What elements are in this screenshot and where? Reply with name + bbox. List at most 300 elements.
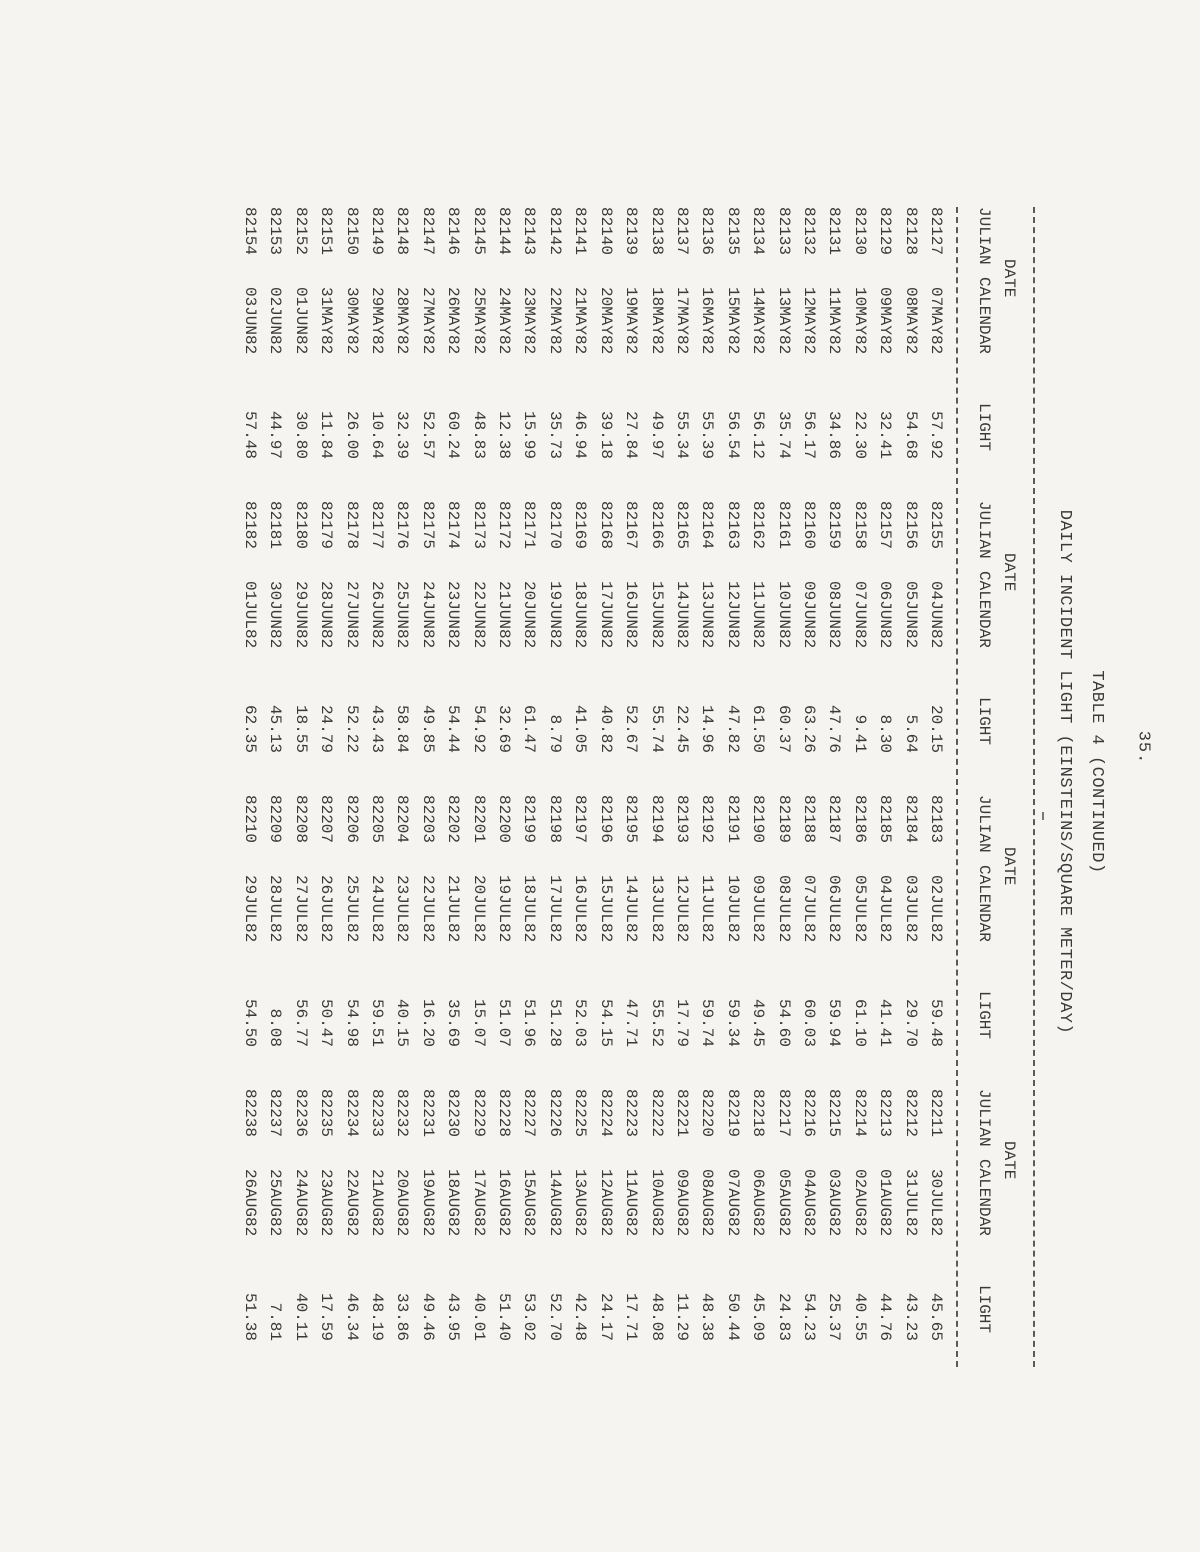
table-row [618, 207, 643, 1341]
calendar-date-cell: 20MAY82 [596, 287, 615, 355]
light-value-cell: 40.15 [393, 998, 412, 1047]
julian-date-cell: 82203 [418, 795, 437, 844]
julian-date-cell: 82199 [520, 795, 539, 844]
light-value-cell: 54.92 [469, 704, 488, 753]
light-value-cell: 59.51 [368, 998, 387, 1047]
column-gap [287, 459, 312, 501]
calendar-date-cell: 13JUL82 [647, 875, 666, 943]
light-value-cell: 44.76 [876, 1292, 895, 1341]
julian-date-cell: 82205 [368, 795, 387, 844]
julian-date-cell: 82236 [291, 1089, 310, 1138]
light-value-cell: 40.55 [850, 1292, 869, 1341]
julian-date-cell: 82215 [825, 1089, 844, 1138]
light-value-cell: 30.80 [291, 410, 310, 459]
header-rule [956, 207, 958, 1367]
column-gap [414, 753, 439, 795]
light-value-cell: 56.54 [723, 410, 742, 459]
column-gap [338, 459, 363, 501]
light-value-cell: 55.74 [647, 704, 666, 753]
light-value-cell: 57.92 [927, 410, 945, 459]
julian-date-cell: 82220 [698, 1089, 717, 1138]
calendar-date-cell: 20JUN82 [520, 581, 539, 649]
julian-date-cell: 82219 [723, 1089, 742, 1138]
date-header: DATE [1000, 553, 1018, 592]
calendar-date-cell: 10JUL82 [723, 875, 742, 943]
column-gap [338, 753, 363, 795]
table-row [465, 207, 490, 1341]
julian-date-cell: 82176 [393, 501, 412, 550]
julian-header: JULIAN [975, 1089, 993, 1147]
calendar-date-cell: 19AUG82 [418, 1169, 437, 1237]
julian-date-cell: 82174 [444, 501, 463, 550]
calendar-date-cell: 25JUL82 [342, 875, 361, 943]
julian-date-cell: 82186 [850, 795, 869, 844]
column-gap [465, 1047, 490, 1089]
column-gap [414, 459, 439, 501]
column-gap [592, 753, 617, 795]
table-row [897, 207, 922, 1341]
light-value-cell: 45.65 [927, 1292, 945, 1341]
column-gap [796, 1047, 821, 1089]
light-value-cell: 17.79 [672, 998, 691, 1047]
calendar-date-cell: 28JUL82 [266, 875, 285, 943]
calendar-date-cell: 12JUL82 [672, 875, 691, 943]
calendar-date-cell: 10AUG82 [647, 1169, 666, 1237]
light-value-cell: 51.28 [545, 998, 564, 1047]
julian-date-cell: 82223 [622, 1089, 641, 1138]
column-gap [618, 1047, 643, 1089]
column-gap [364, 1047, 389, 1089]
light-value-cell: 17.59 [317, 1292, 336, 1341]
calendar-date-cell: 12JUN82 [723, 581, 742, 649]
calendar-date-cell: 03JUL82 [901, 875, 920, 943]
calendar-date-cell: 23MAY82 [520, 287, 539, 355]
column-gap [491, 753, 516, 795]
column-gap [694, 459, 719, 501]
julian-date-cell: 82213 [876, 1089, 895, 1138]
julian-date-cell: 82185 [876, 795, 895, 844]
calendar-date-cell: 08MAY82 [901, 287, 920, 355]
light-value-cell: 57.48 [241, 410, 260, 459]
column-gap [262, 1047, 287, 1089]
column-gap [821, 753, 846, 795]
column-gap [770, 753, 795, 795]
calendar-date-cell: 29JUN82 [291, 581, 310, 649]
light-value-cell: 52.67 [622, 704, 641, 753]
julian-date-cell: 82190 [749, 795, 768, 844]
top-rule [1033, 207, 1035, 1367]
light-value-cell: 8.08 [266, 1008, 285, 1047]
calendar-date-cell: 30JUN82 [266, 581, 285, 649]
calendar-date-cell: 16AUG82 [495, 1169, 514, 1237]
column-gap [567, 753, 592, 795]
light-value-cell: 51.38 [241, 1292, 260, 1341]
table-row [287, 207, 312, 1341]
column-gap [364, 459, 389, 501]
light-value-cell: 26.00 [342, 410, 361, 459]
calendar-date-cell: 23AUG82 [317, 1169, 336, 1237]
julian-date-cell: 82202 [444, 795, 463, 844]
column-gap [389, 459, 414, 501]
column-gap [923, 753, 948, 795]
light-value-cell: 47.82 [723, 704, 742, 753]
calendar-date-cell: 24JUN82 [418, 581, 437, 649]
column-gap [516, 753, 541, 795]
column-gap [669, 459, 694, 501]
calendar-date-cell: 26JUL82 [317, 875, 336, 943]
julian-date-cell: 82204 [393, 795, 412, 844]
table-row [719, 207, 744, 1341]
calendar-date-cell: 14AUG82 [545, 1169, 564, 1237]
light-value-cell: 8.30 [876, 714, 895, 753]
calendar-date-cell: 19MAY82 [622, 287, 641, 355]
column-gap [745, 459, 770, 501]
rotated-table-page [208, 22, 1108, 1522]
julian-date-cell: 82194 [647, 795, 666, 844]
calendar-date-cell: 25MAY82 [469, 287, 488, 355]
calendar-date-cell: 28JUN82 [317, 581, 336, 649]
julian-date-cell: 82143 [520, 207, 539, 256]
julian-date-cell: 82153 [266, 207, 285, 256]
light-value-cell: 41.41 [876, 998, 895, 1047]
calendar-date-cell: 27JUL82 [291, 875, 310, 943]
column-gap [491, 1047, 516, 1089]
table-row [846, 207, 871, 1341]
column-gap [567, 459, 592, 501]
light-value-cell: 12.38 [495, 410, 514, 459]
calendar-date-cell: 01JUL82 [241, 581, 260, 649]
light-value-cell: 14.96 [698, 704, 717, 753]
julian-date-cell: 82228 [495, 1089, 514, 1138]
column-gap [923, 459, 948, 501]
column-gap [719, 753, 744, 795]
calendar-date-cell: 25JUN82 [393, 581, 412, 649]
julian-date-cell: 82179 [317, 501, 336, 550]
julian-date-cell: 82162 [749, 501, 768, 550]
table-row [313, 207, 338, 1341]
calendar-date-cell: 18AUG82 [444, 1169, 463, 1237]
light-value-cell: 58.84 [393, 704, 412, 753]
calendar-date-cell: 11AUG82 [622, 1169, 641, 1237]
julian-date-cell: 82224 [596, 1089, 615, 1138]
light-value-cell: 22.30 [850, 410, 869, 459]
table-row [440, 207, 465, 1341]
column-gap [846, 459, 871, 501]
column-gap [313, 459, 338, 501]
light-value-cell: 59.34 [723, 998, 742, 1047]
calendar-date-cell: 10JUN82 [774, 581, 793, 649]
julian-date-cell: 82222 [647, 1089, 666, 1138]
julian-date-cell: 82166 [647, 501, 666, 550]
julian-date-cell: 82145 [469, 207, 488, 256]
light-value-cell: 15.99 [520, 410, 539, 459]
light-value-cell: 55.52 [647, 998, 666, 1047]
column-gap [643, 459, 668, 501]
julian-date-cell: 82201 [469, 795, 488, 844]
light-value-cell: 49.85 [418, 704, 437, 753]
title-block [1046, 22, 1108, 1522]
julian-date-cell: 82165 [672, 501, 691, 550]
julian-date-cell: 82221 [672, 1089, 691, 1138]
calendar-date-cell: 14JUN82 [672, 581, 691, 649]
calendar-date-cell: 23JUN82 [444, 581, 463, 649]
julian-date-cell: 82218 [749, 1089, 768, 1138]
julian-date-cell: 82152 [291, 207, 310, 256]
light-value-cell: 20.15 [927, 704, 945, 753]
julian-date-cell: 82187 [825, 795, 844, 844]
calendar-date-cell: 12AUG82 [596, 1169, 615, 1237]
julian-date-cell: 82184 [901, 795, 920, 844]
calendar-date-cell: 06JUN82 [876, 581, 895, 649]
calendar-date-cell: 22JUN82 [469, 581, 488, 649]
calendar-date-cell: 12MAY82 [799, 287, 818, 355]
column-gap [440, 753, 465, 795]
julian-date-cell: 82159 [825, 501, 844, 550]
calendar-date-cell: 05JUN82 [901, 581, 920, 649]
julian-date-cell: 82211 [927, 1089, 945, 1138]
calendar-date-cell: 18MAY82 [647, 287, 666, 355]
light-value-cell: 40.11 [291, 1292, 310, 1341]
table-subtitle: DAILY INCIDENT LIGHT (EINSTEINS/SQUARE METER/DAY) [1055, 509, 1074, 1035]
calendar-date-cell: 15MAY82 [723, 287, 742, 355]
light-value-cell: 60.03 [799, 998, 818, 1047]
column-gap [745, 1047, 770, 1089]
julian-date-cell: 82168 [596, 501, 615, 550]
calendar-date-cell: 26AUG82 [241, 1169, 260, 1237]
julian-date-cell: 82181 [266, 501, 285, 550]
column-gap [592, 1047, 617, 1089]
julian-date-cell: 82208 [291, 795, 310, 844]
calendar-date-cell: 04JUL82 [876, 875, 895, 943]
calendar-header: CALENDAR [975, 277, 993, 354]
calendar-date-cell: 19JUL82 [495, 875, 514, 943]
julian-date-cell: 82146 [444, 207, 463, 256]
calendar-date-cell: 16JUL82 [571, 875, 590, 943]
calendar-date-cell: 26MAY82 [444, 287, 463, 355]
column-gap [897, 1047, 922, 1089]
julian-date-cell: 82129 [876, 207, 895, 256]
light-value-cell: 16.20 [418, 998, 437, 1047]
julian-date-cell: 82178 [342, 501, 361, 550]
column-gap [287, 753, 312, 795]
column-gap [237, 753, 262, 795]
light-value-cell: 22.45 [672, 704, 691, 753]
light-value-cell: 59.74 [698, 998, 717, 1047]
light-header: LIGHT [975, 403, 993, 452]
column-gap [542, 1047, 567, 1089]
column-gap [846, 753, 871, 795]
julian-date-cell: 82183 [927, 795, 945, 844]
light-value-cell: 24.79 [317, 704, 336, 753]
column-gap [338, 1047, 363, 1089]
calendar-date-cell: 18JUL82 [520, 875, 539, 943]
julian-date-cell: 82161 [774, 501, 793, 550]
column-gap [872, 753, 897, 795]
calendar-date-cell: 06AUG82 [749, 1169, 768, 1237]
column-gap [897, 753, 922, 795]
julian-date-cell: 82200 [495, 795, 514, 844]
julian-date-cell: 82169 [571, 501, 590, 550]
julian-date-cell: 82157 [876, 501, 895, 550]
calendar-date-cell: 11MAY82 [825, 287, 844, 355]
calendar-date-cell: 02JUN82 [266, 287, 285, 355]
calendar-date-cell: 24AUG82 [291, 1169, 310, 1237]
julian-date-cell: 82155 [927, 501, 945, 550]
column-gap [618, 753, 643, 795]
light-value-cell: 45.13 [266, 704, 285, 753]
calendar-date-cell: 09AUG82 [672, 1169, 691, 1237]
light-value-cell: 51.40 [495, 1292, 514, 1341]
calendar-date-cell: 02AUG82 [850, 1169, 869, 1237]
calendar-date-cell: 05JUL82 [850, 875, 869, 943]
julian-date-cell: 82173 [469, 501, 488, 550]
julian-header: JULIAN [975, 795, 993, 853]
light-value-cell: 51.07 [495, 998, 514, 1047]
column-gap [872, 459, 897, 501]
light-value-cell: 43.43 [368, 704, 387, 753]
calendar-date-cell: 26JUN82 [368, 581, 387, 649]
julian-date-cell: 82136 [698, 207, 717, 256]
column-gap [770, 1047, 795, 1089]
julian-date-cell: 82160 [799, 501, 818, 550]
column-gap [414, 1047, 439, 1089]
julian-date-cell: 82148 [393, 207, 412, 256]
table-row [694, 207, 719, 1341]
julian-date-cell: 82231 [418, 1089, 437, 1138]
calendar-date-cell: 17JUL82 [545, 875, 564, 943]
column-gap [821, 459, 846, 501]
light-value-cell: 45.09 [749, 1292, 768, 1341]
calendar-date-cell: 09JUN82 [799, 581, 818, 649]
calendar-date-cell: 27JUN82 [342, 581, 361, 649]
julian-date-cell: 82154 [241, 207, 260, 256]
calendar-date-cell: 31MAY82 [317, 287, 336, 355]
calendar-date-cell: 28MAY82 [393, 287, 412, 355]
julian-date-cell: 82135 [723, 207, 742, 256]
calendar-date-cell: 04AUG82 [799, 1169, 818, 1237]
column-gap [694, 1047, 719, 1089]
julian-date-cell: 82216 [799, 1089, 818, 1138]
julian-date-cell: 82170 [545, 501, 564, 550]
table-row [414, 207, 439, 1341]
light-value-cell: 7.81 [266, 1302, 285, 1341]
calendar-header: CALENDAR [975, 865, 993, 942]
table-row [542, 207, 567, 1341]
column-gap [491, 459, 516, 501]
calendar-date-cell: 03JUN82 [241, 287, 260, 355]
calendar-date-cell: 08JUL82 [774, 875, 793, 943]
julian-date-cell: 82238 [241, 1089, 260, 1138]
light-value-cell: 54.15 [596, 998, 615, 1047]
julian-date-cell: 82144 [495, 207, 514, 256]
light-value-cell: 49.45 [749, 998, 768, 1047]
light-value-cell: 27.84 [622, 410, 641, 459]
calendar-date-cell: 22AUG82 [342, 1169, 361, 1237]
column-gap [846, 1047, 871, 1089]
light-value-cell: 10.64 [368, 410, 387, 459]
calendar-date-cell: 19JUN82 [545, 581, 564, 649]
julian-date-cell: 82147 [418, 207, 437, 256]
calendar-date-cell: 13JUN82 [698, 581, 717, 649]
calendar-date-cell: 15JUN82 [647, 581, 666, 649]
light-value-cell: 18.55 [291, 704, 310, 753]
calendar-date-cell: 07AUG82 [723, 1169, 742, 1237]
table-row [567, 207, 592, 1341]
light-header: LIGHT [975, 1285, 993, 1334]
column-gap [389, 1047, 414, 1089]
light-value-cell: 9.41 [850, 714, 869, 753]
julian-date-cell: 82207 [317, 795, 336, 844]
light-value-cell: 54.23 [799, 1292, 818, 1341]
column-gap [516, 459, 541, 501]
julian-date-cell: 82156 [901, 501, 920, 550]
light-value-cell: 48.38 [698, 1292, 717, 1341]
calendar-date-cell: 07JUN82 [850, 581, 869, 649]
column-gap [694, 753, 719, 795]
light-value-cell: 24.17 [596, 1292, 615, 1341]
date-header: DATE [1000, 1141, 1018, 1180]
table-row [796, 207, 821, 1341]
julian-date-cell: 82232 [393, 1089, 412, 1138]
julian-date-cell: 82142 [545, 207, 564, 256]
column-gap [440, 1047, 465, 1089]
julian-date-cell: 82149 [368, 207, 387, 256]
light-value-cell: 54.50 [241, 998, 260, 1047]
julian-date-cell: 82191 [723, 795, 742, 844]
light-value-cell: 24.83 [774, 1292, 793, 1341]
table-row [592, 207, 617, 1341]
calendar-date-cell: 31JUL82 [901, 1169, 920, 1237]
julian-date-cell: 82127 [927, 207, 945, 256]
calendar-date-cell: 27MAY82 [418, 287, 437, 355]
light-value-cell: 49.46 [418, 1292, 437, 1341]
calendar-date-cell: 16JUN82 [622, 581, 641, 649]
light-value-cell: 5.64 [901, 714, 920, 753]
column-gap [643, 753, 668, 795]
calendar-header: CALENDAR [975, 571, 993, 648]
calendar-date-cell: 05AUG82 [774, 1169, 793, 1237]
calendar-date-cell: 06JUL82 [825, 875, 844, 943]
julian-date-cell: 82180 [291, 501, 310, 550]
julian-date-cell: 82139 [622, 207, 641, 256]
column-gap [796, 459, 821, 501]
date-header: DATE [1000, 847, 1018, 886]
julian-date-cell: 82150 [342, 207, 361, 256]
calendar-date-cell: 17MAY82 [672, 287, 691, 355]
table-row [237, 207, 262, 1341]
table-row [491, 207, 516, 1341]
julian-date-cell: 82197 [571, 795, 590, 844]
calendar-date-cell: 23JUL82 [393, 875, 412, 943]
light-value-cell: 54.44 [444, 704, 463, 753]
light-value-cell: 55.39 [698, 410, 717, 459]
light-value-cell: 43.95 [444, 1292, 463, 1341]
light-value-cell: 60.37 [774, 704, 793, 753]
calendar-date-cell: 09JUL82 [749, 875, 768, 943]
table-row [821, 207, 846, 1341]
julian-date-cell: 82189 [774, 795, 793, 844]
column-gap [923, 1047, 948, 1089]
light-value-cell: 48.08 [647, 1292, 666, 1341]
table-row [643, 207, 668, 1341]
julian-date-cell: 82158 [850, 501, 869, 550]
table-title: TABLE 4 (CONTINUED) [1087, 670, 1106, 874]
light-value-cell: 17.71 [622, 1292, 641, 1341]
julian-date-cell: 82192 [698, 795, 717, 844]
julian-date-cell: 82196 [596, 795, 615, 844]
julian-date-cell: 82134 [749, 207, 768, 256]
light-value-cell: 11.29 [672, 1292, 691, 1341]
